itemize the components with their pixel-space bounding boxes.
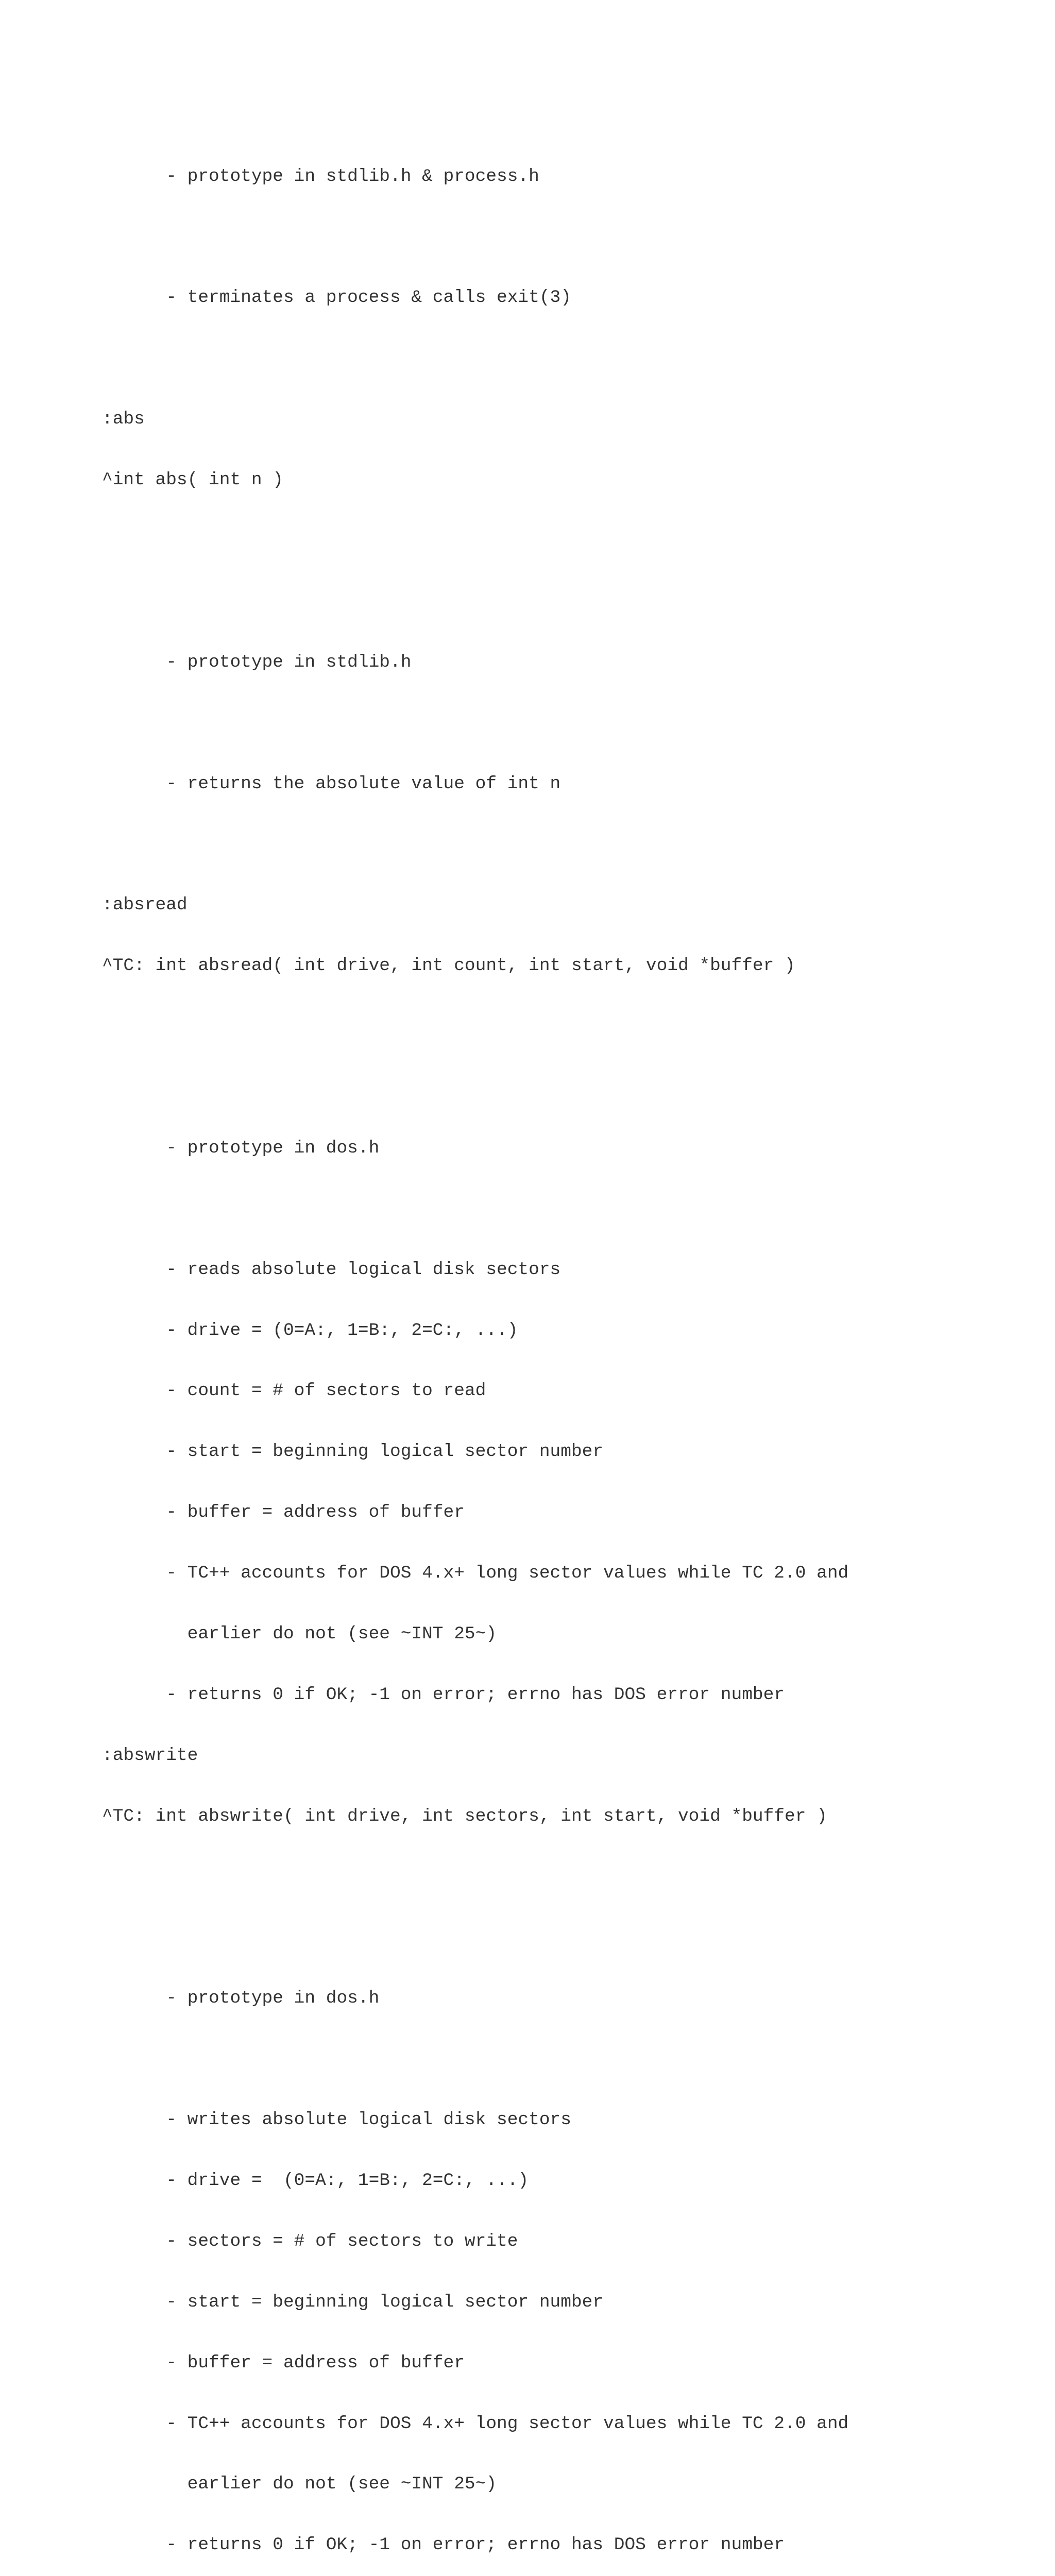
text-line: - count = # of sectors to read	[102, 1381, 486, 1401]
text-line: - prototype in dos.h	[102, 1138, 380, 1158]
text-line: - prototype in dos.h	[102, 1988, 380, 2009]
text-line: earlier do not (see ~INT 25~)	[102, 1623, 497, 1644]
text-line: - drive = (0=A:, 1=B:, 2=C:, ...)	[102, 1320, 518, 1341]
text-line: - terminates a process & calls exit(3)	[102, 287, 571, 308]
text-line: - returns the absolute value of int n	[102, 773, 561, 794]
text-line	[102, 1927, 848, 1947]
text-line	[102, 713, 848, 733]
document-text	[102, 126, 848, 2576]
text-line: - buffer = address of buffer	[102, 2352, 465, 2373]
text-line	[102, 1867, 848, 1887]
text-line: - start = beginning logical sector number	[102, 1442, 604, 1462]
entry-label-abs: :abs	[102, 409, 145, 430]
text-line: - TC++ accounts for DOS 4.x+ long sector values while TC 2.0 and	[102, 2413, 849, 2434]
text-line	[102, 348, 848, 368]
function-signature-abswrite: ^TC: int abswrite( int drive, int sectors, int start, void *buffer )	[102, 1806, 827, 1826]
text-line: - reads absolute logical disk sectors	[102, 1259, 561, 1280]
text-line: earlier do not (see ~INT 25~)	[102, 2474, 497, 2495]
entry-label-abswrite: :abswrite	[102, 1745, 198, 1766]
text-line	[102, 834, 848, 854]
text-line: - prototype in stdlib.h	[102, 652, 412, 672]
text-line: - drive = (0=A:, 1=B:, 2=C:, ...)	[102, 2170, 529, 2191]
text-line	[102, 1199, 848, 1219]
text-line	[102, 2049, 848, 2069]
text-line: - sectors = # of sectors to write	[102, 2231, 518, 2251]
text-line	[102, 227, 848, 247]
text-line: - prototype in stdlib.h & process.h	[102, 166, 539, 187]
text-line: - buffer = address of buffer	[102, 1502, 465, 1523]
text-line: - TC++ accounts for DOS 4.x+ long sector values while TC 2.0 and	[102, 1563, 849, 1584]
function-signature-abs: ^int abs( int n )	[102, 470, 283, 490]
text-line: - start = beginning logical sector number	[102, 2292, 604, 2312]
text-line	[102, 1016, 848, 1037]
text-line	[102, 531, 848, 551]
entry-label-absread: :absread	[102, 895, 188, 916]
text-line	[102, 591, 848, 612]
text-line: - returns 0 if OK; -1 on error; errno has DOS error number	[102, 1684, 785, 1705]
function-signature-absread: ^TC: int absread( int drive, int count, int start, void *buffer )	[102, 956, 795, 976]
text-line: - returns 0 if OK; -1 on error; errno has DOS error number	[102, 2535, 785, 2555]
text-line: - writes absolute logical disk sectors	[102, 2110, 571, 2130]
text-line	[102, 1077, 848, 1097]
